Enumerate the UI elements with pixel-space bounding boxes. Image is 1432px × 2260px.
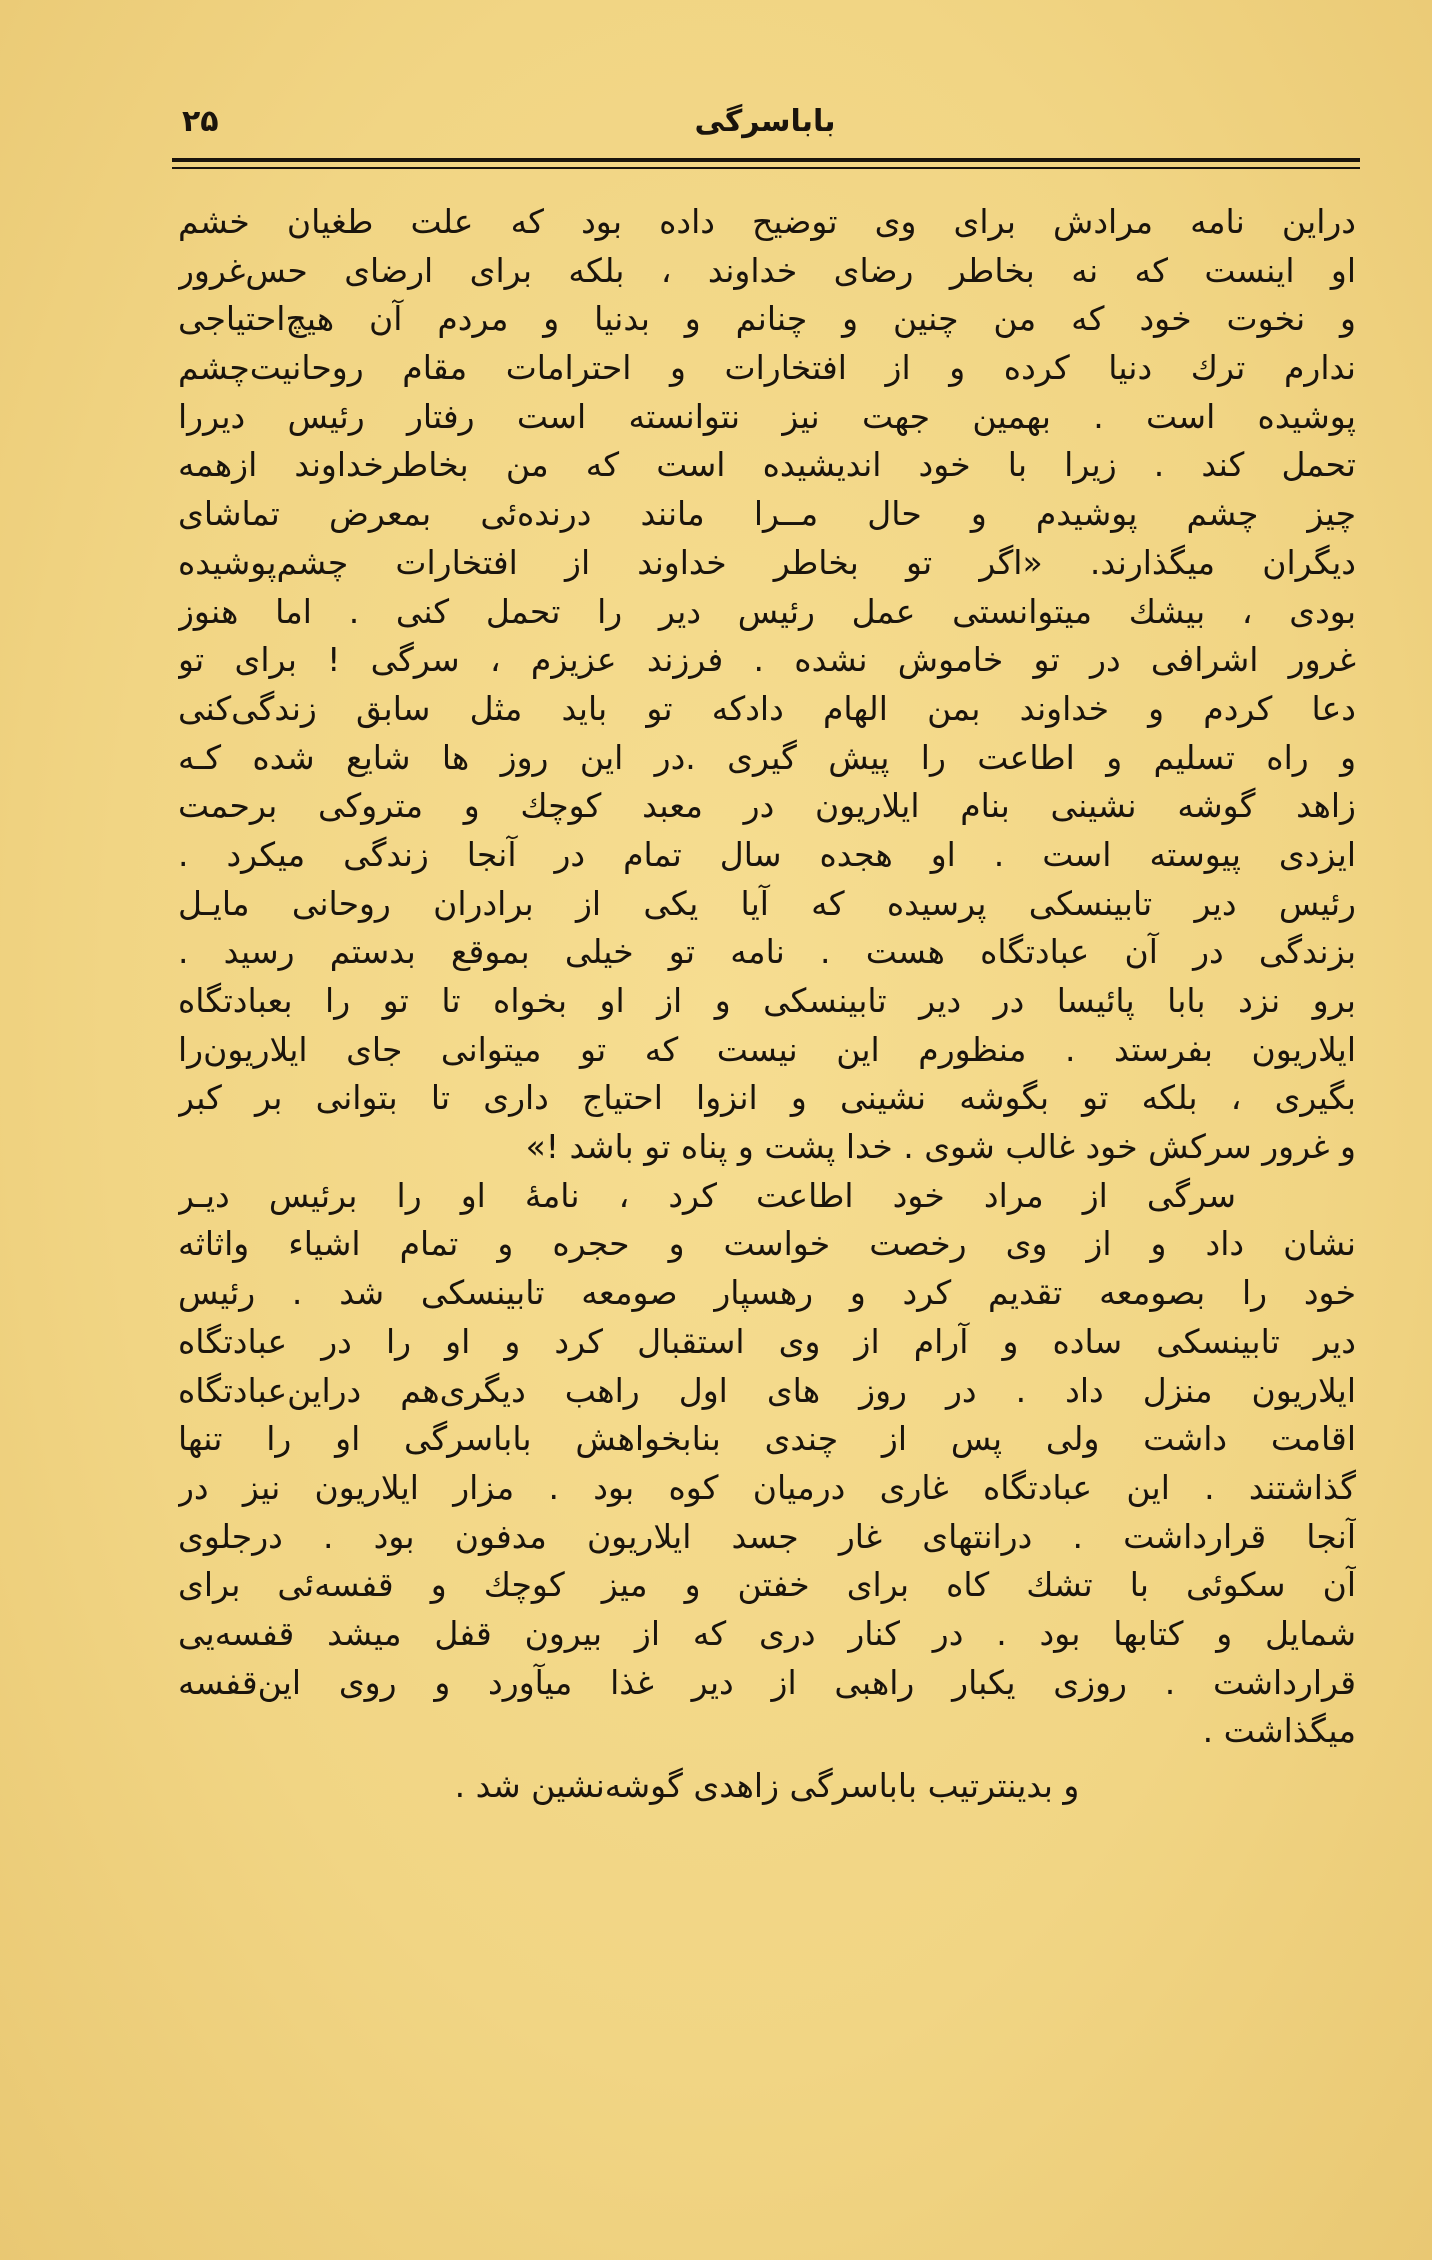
text-line: برو نزد بابا پائیسا در دیر تابینسکی و از او بخواه تا تو را بعبادتگاه [178,981,1356,1020]
text-line: ایزدی پیوسته است . او هجده سال تمام در آنجا زندگی میکرد . [178,834,1356,874]
text-line: اقامت داشت ولی پس از چندی بنابخواهش باباسرگی او را تنها [178,1419,1356,1459]
text-line: رئیس دیر تابینسکی پرسیده که آیا یکی از برادران روحانی مایـل [178,883,1356,923]
text-line: آن سکوئی با تشك کاه برای خفتن و میز کوچك و قفسه‌ئی برای [178,1565,1356,1605]
text-line: ایلاریون منزل داد . در روز های اول راهب دیگری‌هم دراین‌عبادتگاه [178,1370,1356,1410]
text-line: تحمل کند . زیرا با خود اندیشیده است که من بخاطرخداوند ازهمه [178,445,1356,485]
text-line: بگیری ، بلکه تو بگوشه نشینی و انزوا احتیاج داری تا بتوانی بر کبر [178,1078,1356,1118]
text-line: بودی ، بیشك میتوانستی عمل رئیس دیر را تحمل کنی . اما هنوز [178,591,1356,631]
header-rule-thick [172,158,1360,162]
text-line: گذاشتند . این عبادتگاه غاری درمیان کوه بود . مزار ایلاریون نیز در [178,1467,1356,1507]
text-line: بزندگی در آن عبادتگاه هست . نامه تو خیلی بموقع بدستم رسید . [178,932,1356,972]
text-line: دراین نامه مرادش برای وی توضیح داده بود که علت طغیان خشم [178,202,1356,241]
text-line: او اینست که نه بخاطر رضای خداوند ، بلکه برای ارضای حس‌غرور [178,250,1356,290]
text-line: غرور اشرافی در تو خاموش نشده . فرزند عزیزم ، سرگی ! برای تو [178,640,1356,680]
text-line: دیر تابینسکی ساده و آرام از وی استقبال کرد و او را در عبادتگاه [178,1321,1356,1361]
running-title: باباسرگی [694,104,836,139]
closing-line: و بدینترتیب باباسرگی زاهدی گوشه‌نشین شد . [454,1766,1080,1805]
text-line: شمایل و کتابها بود . در کنار دری که از بیرون قفل میشد قفسه‌یی [178,1613,1356,1653]
body-text [178,198,1356,1811]
text-line: پوشیده است . بهمین جهت نیز نتوانسته است رفتار رئیس دیررا [178,396,1356,436]
text-line: چیز چشم پوشیدم و حال مــرا مانند درنده‌ئی بمعرض تماشای [178,494,1356,534]
text-line: ندارم ترك دنیا کرده و از افتخارات و احترامات مقام روحانیت‌چشم [178,348,1356,388]
text-line: و راه تسلیم و اطاعت را پیش گیری .در این روز ها شایع شده کـه [178,737,1356,777]
text-line: قرارداشت . روزی یکبار راهبی از دیر غذا میآورد و روی این‌قفسه [178,1662,1356,1702]
text-line: میگذاشت . [1202,1711,1356,1751]
page-header [170,98,1360,158]
text-line: خود را بصومعه تقدیم کرد و رهسپار صومعه تابینسکی شد . رئیس [178,1273,1356,1313]
text-line: نشان داد و از وی رخصت خواست و حجره و تمام اشیاء واثاثه [178,1224,1356,1264]
header-rule-thin [172,167,1360,169]
text-line: زاهد گوشه نشینی بنام ایلاریون در معبد کوچك و متروکی برحمت [178,786,1356,826]
text-line: دیگران میگذارند. «اگر تو بخاطر خداوند از افتخارات چشم‌پوشیده [178,542,1356,582]
text-line: و غرور سرکش خود غالب شوی . خدا پشت و پناه تو باشد !» [525,1127,1356,1167]
text-line: ایلاریون بفرستد . منظورم این نیست که تو میتوانی جای ایلاریون‌را [178,1029,1356,1069]
text-line: و نخوت خود که من چنین و چنانم و بدنیا و مردم آن هیچ‌احتیاجی [178,299,1356,339]
page-number: ۲۵ [182,104,219,139]
text-line: آنجا قرارداشت . درانتهای غار جسد ایلاریون مدفون بود . درجلوی [178,1516,1356,1556]
text-line: سرگی از مراد خود اطاعت کرد ، نامهٔ او را برئیس دیـر [178,1175,1236,1215]
text-line: دعا کردم و خداوند بمن الهام دادکه تو باید مثل سابق زندگی‌کنی [178,688,1356,728]
